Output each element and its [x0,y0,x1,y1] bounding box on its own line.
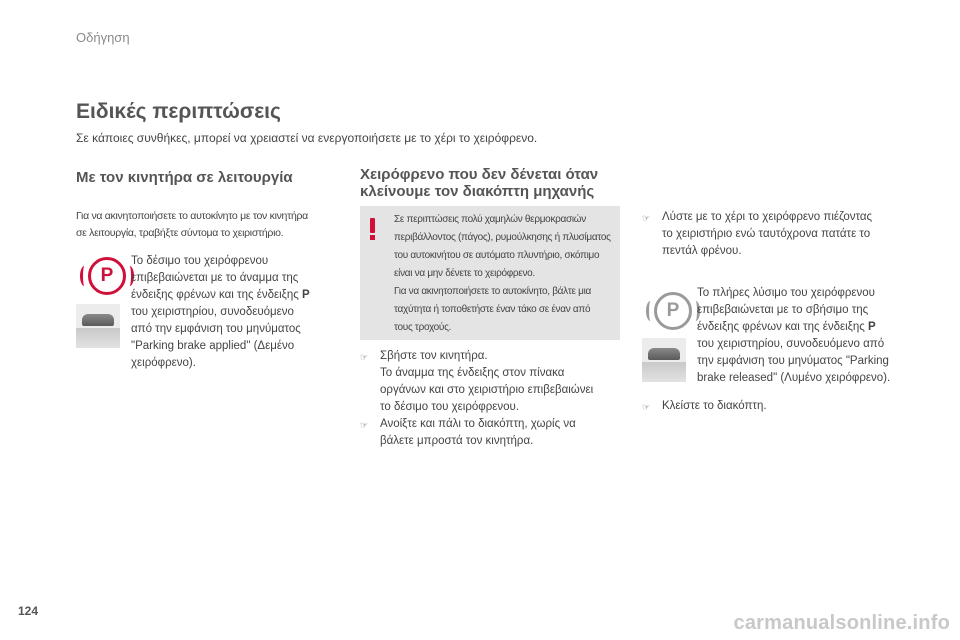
section-title: Οδήγηση [76,30,130,45]
brake-lever-image [642,338,686,382]
list-item: ☞ Ανοίξτε και πάλι το διακόπτη, χωρίς να βάλετε μπροστά τον κινητήρα. [360,416,630,450]
col3-description: Το πλήρες λύσιμο του χειρόφρενου επιβεβαιώνεται με το σβήσιμο της ένδειξης φρένων και της ένδειξης P του χειριστηρίου, συνοδευόμενο από την εμφάνιση του μηνύματος "Parking brake released" (Λυμένο χειρόφρενο). [697,287,891,384]
intro-text: Σε κάποιες συνθήκες, μπορεί να χρειαστεί να ενεργοποιήσετε με το χέρι το χειρόφρενο. [76,131,538,145]
col3-step1 [642,209,912,260]
list-item: ☞ Σβήστε τον κινητήρα. Το άναμμα της ένδειξης στον πίνακα οργάνων και στο χειριστήριο επιβεβαιώνει το δέσιμο του χειρόφρενου. [360,348,630,416]
p-indicator-label: P [867,321,876,333]
list-item: ☞ Κλείστε το διακόπτη. [642,398,912,416]
col2-steps [360,348,630,450]
page-title: Ειδικές περιπτώσεις [76,100,281,123]
list-item: ☞ Λύστε με το χέρι το χειρόφρενο πιέζοντας το χειριστήριο ενώ ταυτόχρονα πατάτε το πεντάλ φρένου. [642,209,912,260]
col1-description: Το δέσιμο του χειρόφρενου επιβεβαιώνεται με το άναμμα της ένδειξης φρένων και της ένδειξης P του χειριστηρίου, συνοδευόμενο από την εμφάνιση του μηνύματος "Parking brake applied" (Δεμένο χειρόφρενο). [131,255,310,369]
p-indicator-label: P [301,289,310,301]
pointing-hand-icon: ☞ [642,213,651,223]
page-number: 124 [18,604,39,618]
col1-heading: Με τον κινητήρα σε λειτουργία [76,169,293,186]
brake-warning-icon-red: P [88,257,126,295]
brake-lever-image [76,304,120,348]
watermark: carmanualsonline.info [733,612,950,634]
pointing-hand-icon: ☞ [360,352,369,362]
col1-lead: Για να ακινητοποιήσετε το αυτοκίνητο με τον κινητήρα σε λειτουργία, τραβήξτε σύντομα το χειριστήριο. [76,210,308,239]
col3-step2 [642,398,912,416]
exclamation-icon [368,218,378,240]
col2-heading: Χειρόφρενο που δεν δένεται όταν κλείνουμε τον διακόπτη μηχανής [360,166,599,200]
pointing-hand-icon: ☞ [360,420,369,430]
pointing-hand-icon: ☞ [642,402,651,412]
brake-indicator-icon-off: P [654,292,692,330]
warning-text: Σε περιπτώσεις πολύ χαμηλών θερμοκρασιών περιβάλλοντος (πάγος), ρυμούλκησης ή πλυσίματος του αυτοκινήτου σε αυτόματο πλυντήριο, σκόπιμο είναι να μην δένετε το χειρόφρενο. Για να ακινητοποιήσετε το αυτοκίνητο, βάλτε μια ταχύτητα ή τοποθετήστε έναν τάκο σε έναν από τους τροχούς. [394,214,611,333]
